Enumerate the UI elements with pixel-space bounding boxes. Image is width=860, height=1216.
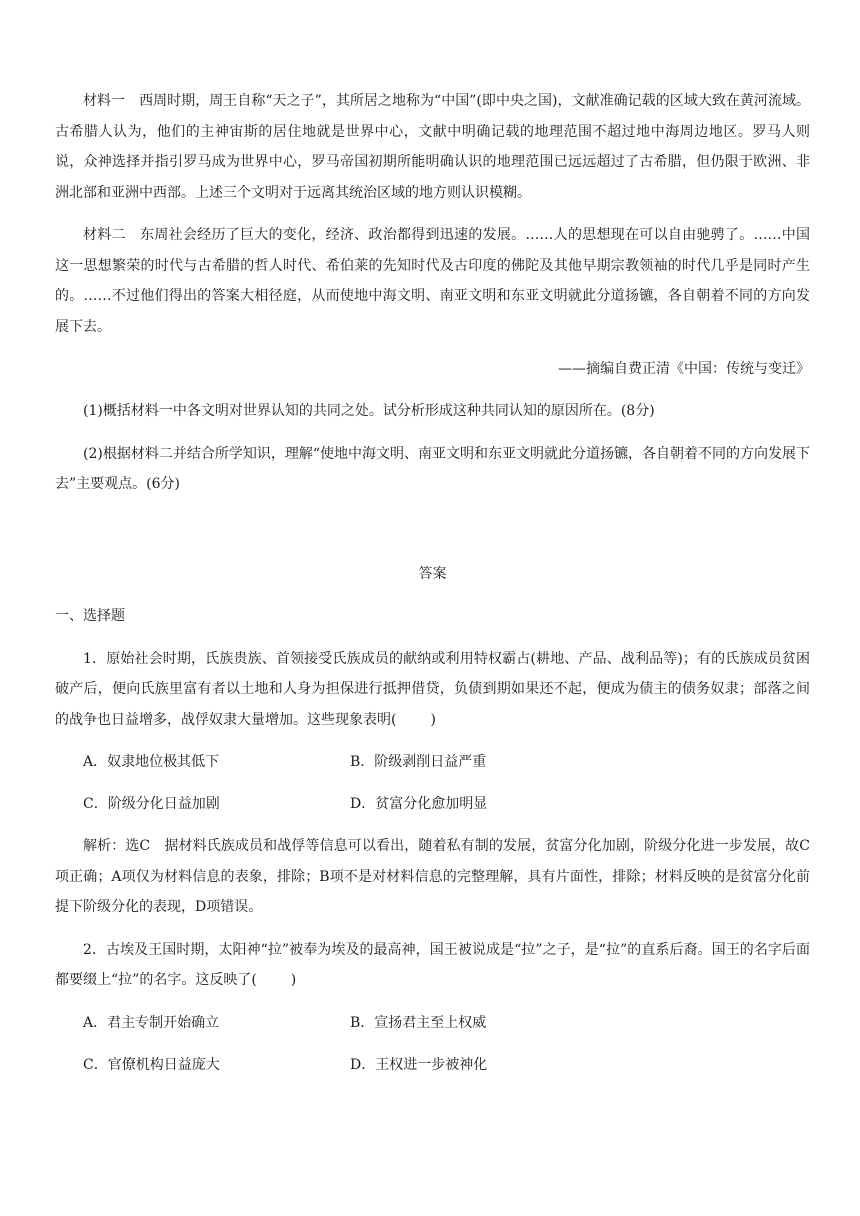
answer-title: 答案 [418, 565, 447, 582]
material-2-text: 东周社会经历了巨大的变化，经济、政治都得到迅速的发展。……人的思想现在可以自由驰骋了。……中国这一思想繁荣的时代与古希腊的哲人时代、希伯莱的先知时代及古印度的佛陀及其他早期宗教领袖的时代几乎是同时产生的。……不过他们得出的答案大相径庭，从而使地中海文明、南亚文明和东亚文明就此分道扬镳，各自朝着不同的方向发展下去。 [55, 227, 811, 335]
mcq-1-option-a: A．奴隶地位极其低下 [83, 754, 220, 770]
mcq-1-analysis: 解析：选C 据材料氏族成员和战俘等信息可以看出，随着私有制的发展，贫富分化加剧，阶级分化进一步发展，故C项正确；A项仅为材料信息的表象，排除；B项不是对材料信息的完整理解，具有片面性，排除；材料反映的是贫富分化前提下阶级分化的表现，D项错误。 [55, 838, 810, 915]
mcq-2-option-d: D．王权进一步被神化 [350, 1056, 488, 1073]
mcq-1-option-d: D．贫富分化愈加明显 [350, 796, 488, 812]
question-1: (1)概括材料一中各文明对世界认知的共同之处。试分析形成这种共同认知的原因所在。(8分) [83, 403, 655, 419]
mcq-1-option-c: C．阶级分化日益加剧 [83, 796, 220, 812]
material-2-paragraph [55, 220, 810, 342]
mcq-1-stem [55, 644, 810, 736]
document-page [55, 86, 810, 1092]
mcq-2-option-a: A．君主专制开始确立 [83, 1014, 220, 1031]
mcq-2-stem [55, 935, 810, 996]
mcq-2-stem-text: 2．古埃及王国时期，太阳神“拉”被奉为埃及的最高神，国王被说成是“拉”之子，是“拉”的直系后裔。国王的名字后面都要缀上“拉”的名字。这反映了( [55, 941, 810, 988]
mcq-2-options-row-1 [55, 1008, 810, 1038]
mcq-2-option-c: C．官僚机构日益庞大 [83, 1056, 220, 1073]
material-2-label: 材料二 [83, 227, 126, 243]
material-1-text: 西周时期，周王自称“天之子”，其所居之地称为“中国”(即中央之国)，文献准确记载的区域大致在黄河流域。古希腊人认为，他们的主神宙斯的居住地就是世界中心，文献中明确记载的地理范围不超过地中海周边地区。罗马人则说，众神选择并指引罗马成为世界中心，罗马帝国初期所能明确认识的地理范围已远远超过了古希腊，但仍限于欧洲、非洲北部和亚洲中西部。上述三个文明对于远离其统治区域的地方则认识模糊。 [55, 93, 811, 201]
section-title: 一、选择题 [55, 607, 125, 624]
mcq-1-options-row-2 [55, 789, 810, 819]
mcq-1-option-b: B．阶级剥削日益严重 [350, 754, 487, 770]
material-1-label: 材料一 [83, 93, 126, 109]
mcq-2-stem-close: ) [290, 972, 297, 988]
citation: ——摘编自费正清《中国：传统与变迁》 [558, 361, 810, 377]
material-1-paragraph [55, 86, 810, 208]
mcq-2-option-b: B．宣扬君主至上权威 [350, 1014, 487, 1031]
question-2: (2)根据材料二并结合所学知识，理解“使地中海文明、南亚文明和东亚文明就此分道扬镳，各自朝着不同的方向发展下去”主要观点。(6分) [55, 445, 810, 492]
mcq-1-options-row-1 [55, 747, 810, 777]
mcq-2-options-row-2 [55, 1050, 810, 1080]
mcq-1-stem-text: 1．原始社会时期，氏族贵族、首领接受氏族成员的献纳或利用特权霸占(耕地、产品、战利品等)；有的氏族成员贫困破产后，便向氏族里富有者以土地和人身为担保进行抵押借贷，负债到期如果还不起，便成为债主的债务奴隶；部落之间的战争也日益增多，战俘奴隶大量增加。这些现象表明( [55, 650, 810, 728]
mcq-1-stem-close: ) [430, 711, 436, 728]
